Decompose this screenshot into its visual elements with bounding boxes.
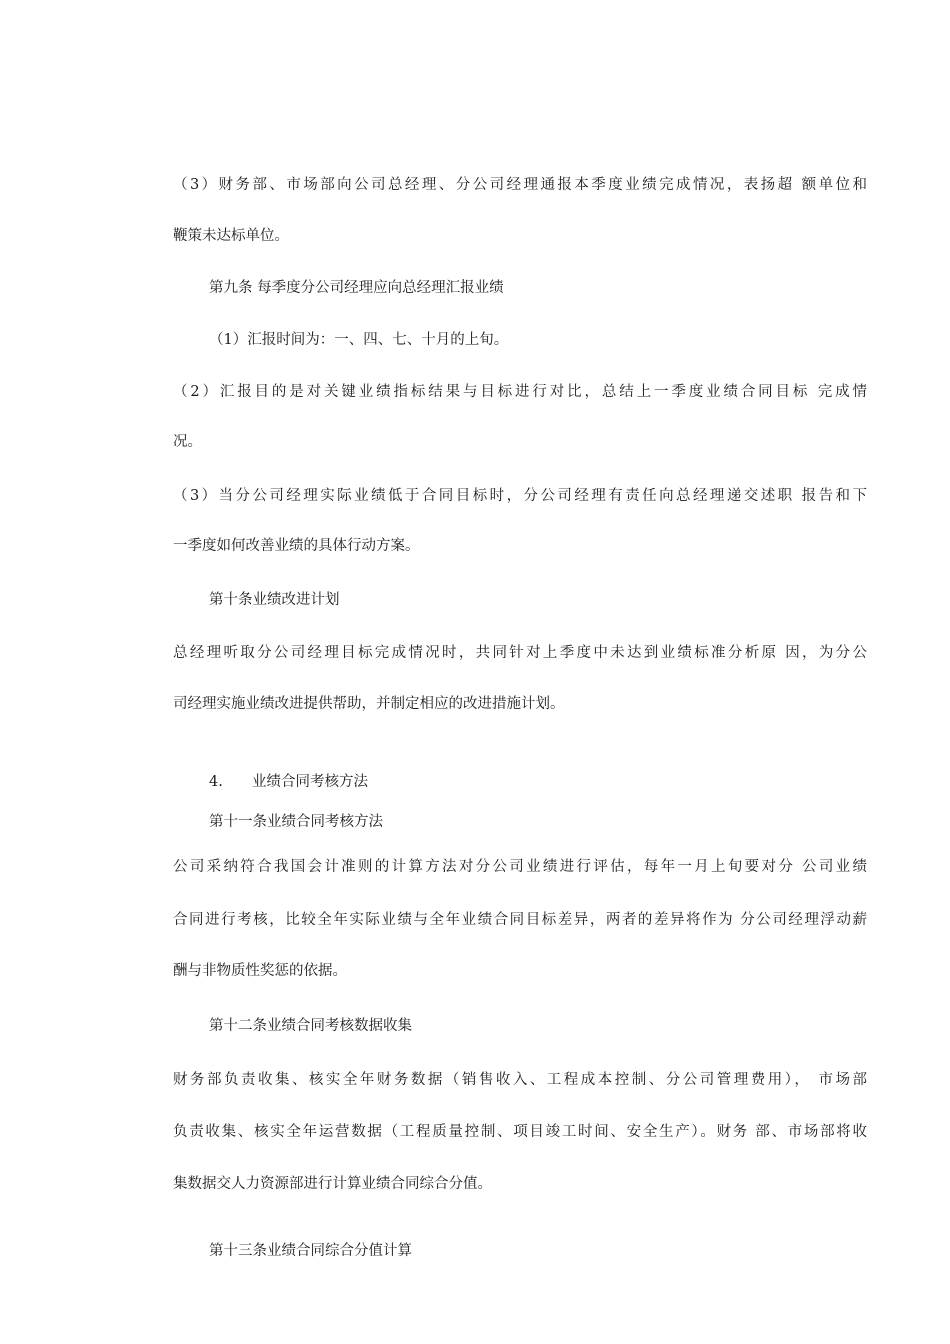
paragraph-line: 总经理听取分公司经理目标完成情况时，共同针对上季度中未达到业绩标准分析原 因，为分公 — [173, 645, 867, 661]
article-heading: 第十二条业绩合同考核数据收集 — [209, 1018, 412, 1034]
article-heading: 第十一条业绩合同考核方法 — [209, 814, 383, 830]
article-heading: 第十条业绩改进计划 — [209, 592, 340, 608]
paragraph-line: （3）当分公司经理实际业绩低于合同目标时，分公司经理有责任向总经理递交述职 报告和下 — [173, 488, 867, 504]
article-heading: 第十三条业绩合同综合分值计算 — [209, 1243, 412, 1259]
paragraph-line: （3）财务部、市场部向公司总经理、分公司经理通报本季度业绩完成情况，表扬超 额单位和 — [173, 177, 867, 193]
paragraph-line: 一季度如何改善业绩的具体行动方案。 — [173, 538, 420, 554]
paragraph-line: 合同进行考核，比较全年实际业绩与全年业绩合同目标差异，两者的差异将作为 分公司经理浮动薪 — [173, 912, 867, 928]
article-heading: 第九条 每季度分公司经理应向总经理汇报业绩 — [209, 280, 504, 296]
paragraph-line: 司经理实施业绩改进提供帮助，并制定相应的改进措施计划。 — [173, 696, 565, 712]
section-number: 4. — [209, 774, 223, 790]
paragraph-line: 况。 — [173, 434, 202, 450]
paragraph-line: 酬与非物质性奖惩的依据。 — [173, 963, 347, 979]
paragraph-line: 集数据交人力资源部进行计算业绩合同综合分值。 — [173, 1176, 492, 1192]
section-title: 业绩合同考核方法 — [252, 774, 368, 790]
paragraph-line: 财务部负责收集、核实全年财务数据（销售收入、工程成本控制、分公司管理费用）， 市场部 — [173, 1072, 867, 1088]
paragraph-line: （2）汇报目的是对关键业绩指标结果与目标进行对比，总结上一季度业绩合同目标 完成情 — [173, 384, 867, 400]
paragraph-line: 公司采纳符合我国会计准则的计算方法对分公司业绩进行评估，每年一月上旬要对分 公司业绩 — [173, 859, 867, 875]
paragraph-line: 负责收集、核实全年运营数据（工程质量控制、项目竣工时间、安全生产）。财务 部、市场部将收 — [173, 1124, 867, 1140]
paragraph-line: 鞭策未达标单位。 — [173, 228, 289, 244]
paragraph-line: （1）汇报时间为：一、四、七、十月的上旬。 — [209, 332, 509, 348]
